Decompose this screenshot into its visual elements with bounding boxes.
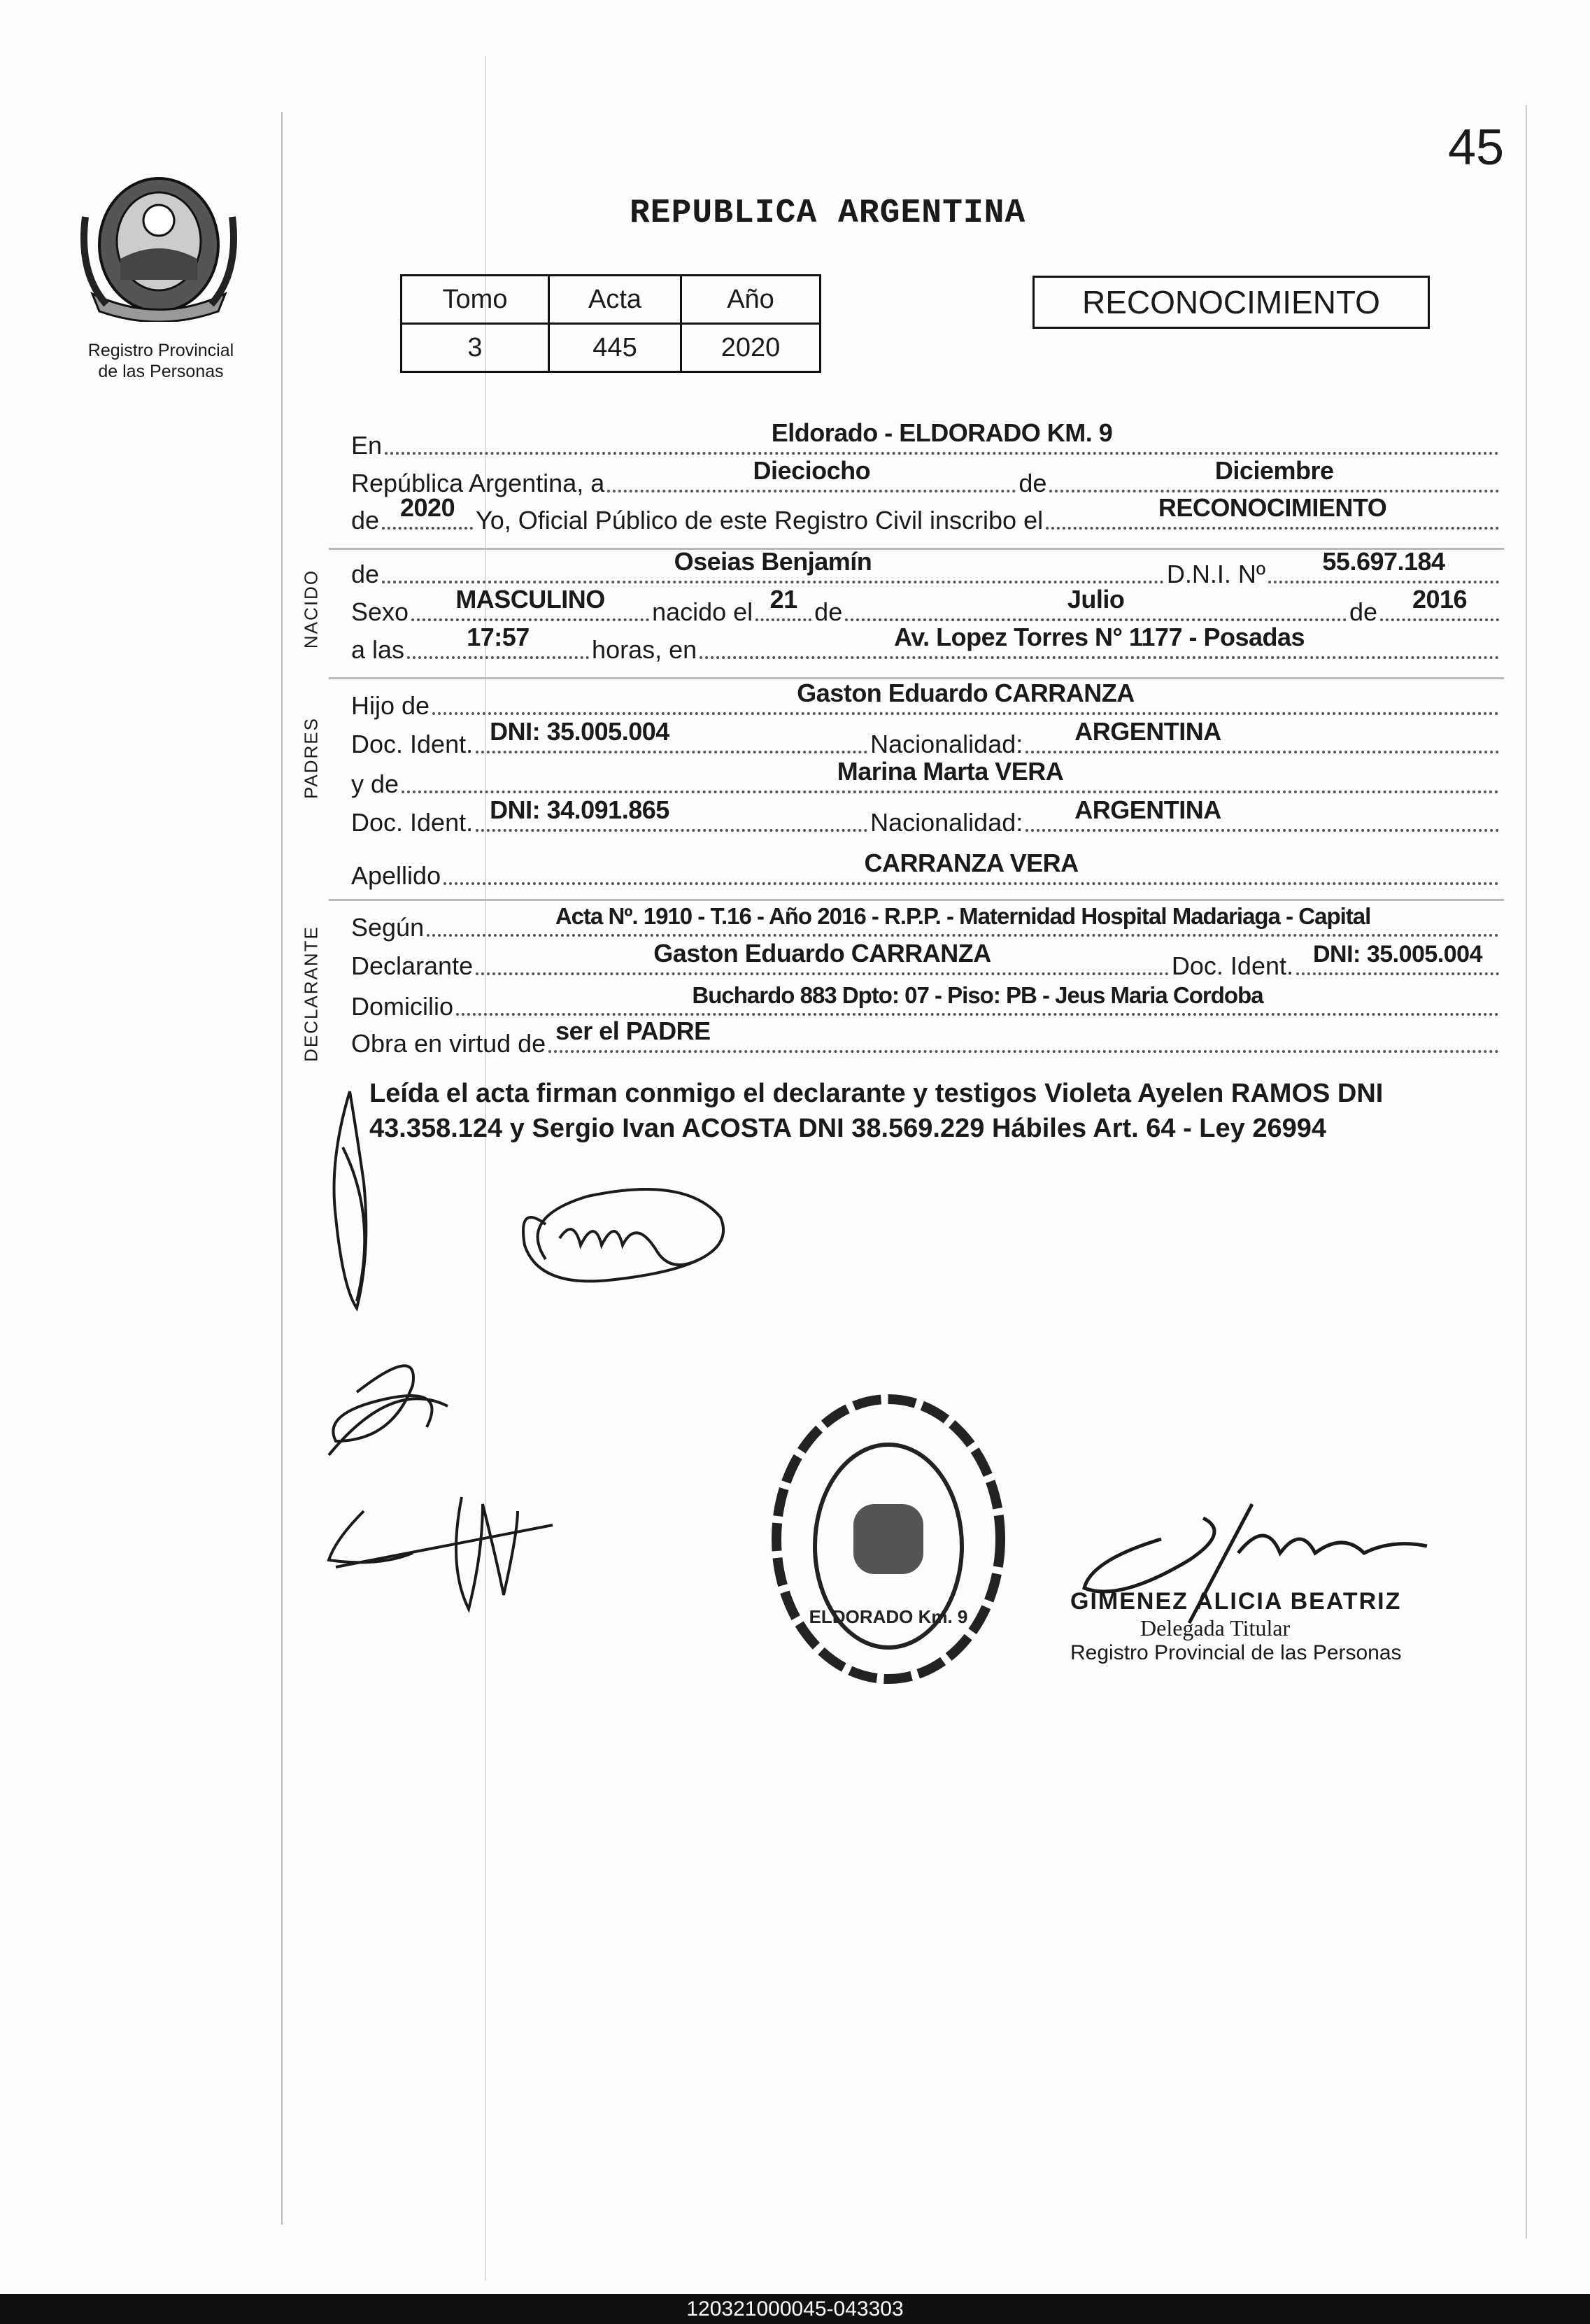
label: y de — [351, 770, 399, 798]
padre-doc-value: DNI: 35.005.004 — [490, 717, 669, 746]
label: República Argentina, a — [351, 469, 605, 497]
label: En — [351, 431, 383, 460]
field — [382, 493, 473, 530]
lugar-nac-value: Av. Lopez Torres N° 1177 - Posadas — [894, 623, 1305, 651]
label: Yo, Oficial Público de este Registro Civil inscribo el — [476, 506, 1044, 534]
label: Nacionalidad: — [870, 730, 1023, 758]
value-anio: 2020 — [681, 324, 821, 372]
logo-caption — [63, 340, 259, 382]
label: Según — [351, 913, 425, 942]
side-label-padres: PADRES — [300, 717, 322, 799]
label: de — [814, 597, 843, 626]
field — [1296, 941, 1499, 975]
nac-mes-value: Julio — [1067, 585, 1125, 614]
field — [476, 795, 867, 832]
label: Sexo — [351, 597, 409, 626]
label: Domicilio — [351, 992, 454, 1021]
nac-dia-value: 21 — [769, 585, 797, 614]
label: de — [1349, 597, 1377, 626]
field — [385, 418, 1499, 455]
nombre-value: Oseias Benjamín — [674, 547, 872, 576]
madre-nac-value: ARGENTINA — [1074, 795, 1221, 824]
header-anio: Año — [681, 276, 821, 324]
official-office: Registro Provincial de las Personas — [1070, 1641, 1402, 1664]
signature-witness-2 — [329, 1366, 448, 1455]
value-tomo: 3 — [402, 324, 549, 372]
row-apellido — [348, 849, 1499, 891]
domicilio-value: Buchardo 883 Dpto: 07 - Piso: PB - Jeus Maria Cordoba — [692, 982, 1263, 1008]
field — [402, 757, 1499, 793]
row-anio — [348, 493, 1499, 535]
header-acta: Acta — [549, 276, 681, 324]
row-fecha — [348, 456, 1499, 498]
header-tomo: Tomo — [402, 276, 549, 324]
label: Doc. Ident. — [351, 730, 474, 758]
field — [427, 903, 1499, 937]
field — [548, 1016, 1499, 1053]
margin-line — [281, 112, 283, 2225]
row-madre — [348, 757, 1499, 799]
field — [456, 982, 1499, 1016]
stamp-text: ELDORADO Km. 9 — [809, 1606, 968, 1627]
segun-value: Acta Nº. 1910 - T.16 - Año 2016 - R.P.P. - Maternidad Hospital Madariaga - Capital — [555, 903, 1371, 929]
field — [1025, 717, 1499, 753]
dia-value: Dieciocho — [753, 456, 871, 485]
label: Doc. Ident. — [1171, 951, 1293, 980]
closing-statement: Leída el acta firman conmigo el declarante y testigos Violeta Ayelen RAMOS DNI 43.358.124 y Sergio Ivan ACOSTA DNI 38.569.229 Hábiles Art. 64 - Ley 26994 — [369, 1079, 1384, 1143]
signatures — [308, 1077, 797, 1637]
province-seal-logo — [78, 175, 239, 322]
hora-value: 17:57 — [467, 623, 530, 651]
signature-declarante — [523, 1189, 723, 1281]
act-type-box: RECONOCIMIENTO — [1032, 276, 1430, 329]
official-name: GIMENEZ ALICIA BEATRIZ — [1070, 1588, 1402, 1615]
label: D.N.I. Nº — [1166, 560, 1265, 588]
registry-stamp — [762, 1385, 1014, 1700]
field — [443, 849, 1499, 885]
madre-doc-value: DNI: 34.091.865 — [490, 795, 669, 824]
label: de — [351, 560, 380, 588]
row-declarante — [348, 939, 1499, 981]
row-padre — [348, 679, 1499, 721]
row-domicilio — [348, 979, 1499, 1021]
madre-value: Marina Marta VERA — [837, 757, 1064, 786]
footer-code: 120321000045-043303 — [0, 2294, 1590, 2324]
document-title: REPUBLICA ARGENTINA — [630, 194, 1026, 232]
lugar-value: Eldorado - ELDORADO KM. 9 — [771, 418, 1113, 447]
field — [411, 585, 649, 621]
row-obra — [348, 1016, 1499, 1058]
row-segun — [348, 900, 1499, 942]
row-lugar — [348, 418, 1499, 460]
field — [1268, 547, 1499, 583]
label: Apellido — [351, 861, 441, 890]
label: Obra en virtud de — [351, 1029, 546, 1058]
sexo-value: MASCULINO — [455, 585, 605, 614]
field — [382, 547, 1164, 583]
row-hora — [348, 623, 1499, 665]
row-sexo — [348, 585, 1499, 627]
declarante-value: Gaston Eduardo CARRANZA — [653, 939, 991, 968]
label: de — [1018, 469, 1047, 497]
page-number: 45 — [1448, 120, 1505, 176]
field — [476, 939, 1169, 975]
field — [607, 456, 1016, 493]
field — [1380, 585, 1499, 621]
logo-caption-line: Registro Provincial — [87, 341, 234, 360]
label: Doc. Ident. — [351, 808, 474, 837]
apellido-value: CARRANZA VERA — [864, 849, 1079, 877]
mes-value: Diciembre — [1214, 456, 1334, 485]
declarante-doc-value: DNI: 35.005.004 — [1313, 941, 1482, 968]
label: horas, en — [592, 635, 697, 664]
official-role: Delegada Titular — [1140, 1615, 1291, 1641]
field — [476, 717, 867, 753]
dni-value: 55.697.184 — [1322, 547, 1445, 576]
inscribe-value: RECONOCIMIENTO — [1158, 493, 1387, 522]
reference-table — [400, 274, 821, 373]
row-madre-doc — [348, 795, 1499, 837]
field — [700, 623, 1499, 659]
signature-witness-3 — [329, 1497, 553, 1609]
label: nacido el — [652, 597, 753, 626]
padre-nac-value: ARGENTINA — [1074, 717, 1221, 746]
side-label-declarante: DECLARANTE — [300, 926, 322, 1062]
label: Nacionalidad: — [870, 808, 1023, 837]
field — [407, 623, 589, 659]
official-stamp — [1070, 1588, 1462, 1665]
label: a las — [351, 635, 405, 664]
label: de — [351, 506, 380, 534]
field — [845, 585, 1347, 621]
value-acta: 445 — [549, 324, 681, 372]
field — [1046, 493, 1499, 530]
right-border-line — [1526, 105, 1527, 2239]
field — [1025, 795, 1499, 832]
field — [755, 585, 811, 621]
padre-value: Gaston Eduardo CARRANZA — [797, 679, 1135, 707]
row-nombre — [348, 547, 1499, 589]
logo-caption-line: de las Personas — [98, 362, 224, 381]
nac-anio-value: 2016 — [1412, 585, 1468, 614]
side-label-nacido: NACIDO — [300, 569, 322, 649]
anio-value: 2020 — [400, 493, 455, 522]
label: Hijo de — [351, 691, 430, 720]
field — [432, 679, 1499, 715]
obra-value: ser el PADRE — [555, 1016, 711, 1045]
row-padre-doc — [348, 717, 1499, 759]
field — [1049, 456, 1499, 493]
signature-witness-1 — [334, 1091, 367, 1308]
label: Declarante — [351, 951, 474, 980]
